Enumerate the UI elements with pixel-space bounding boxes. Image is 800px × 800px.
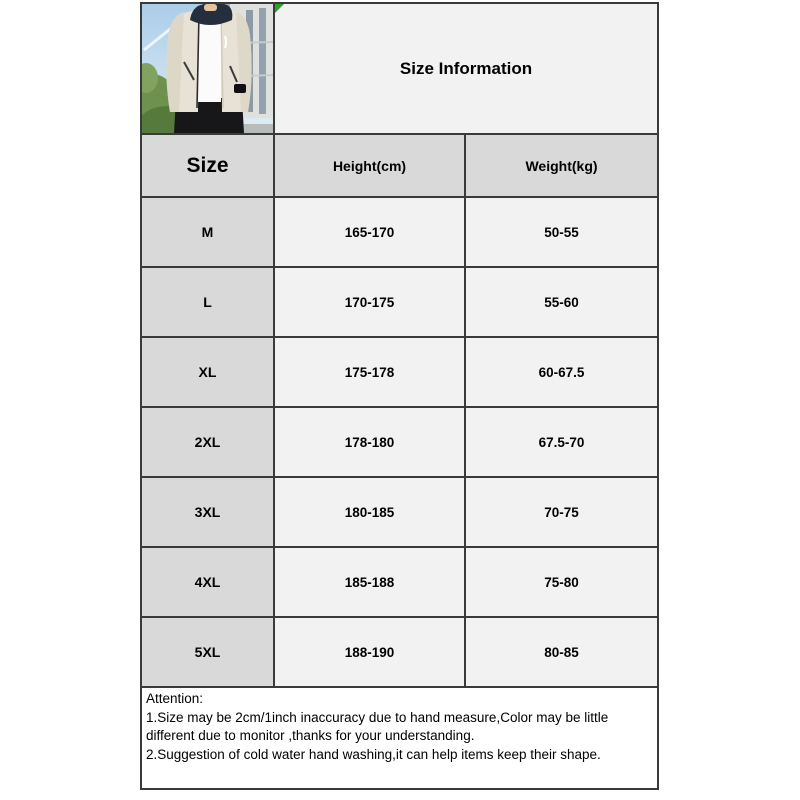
size-cell: XL — [141, 337, 274, 407]
table-row — [141, 617, 658, 687]
size-cell: L — [141, 267, 274, 337]
weight-cell: 70-75 — [465, 477, 658, 547]
height-cell: 165-170 — [274, 197, 465, 267]
weight-cell: 67.5-70 — [465, 407, 658, 477]
height-cell: 170-175 — [274, 267, 465, 337]
weight-cell: 75-80 — [465, 547, 658, 617]
size-table — [140, 2, 659, 790]
height-cell: 178-180 — [274, 407, 465, 477]
attention-note: 1.Size may be 2cm/1inch inaccuracy due to hand measure,Color may be little different due to monitor ,thanks for your understanding. — [146, 709, 609, 744]
attention-row — [141, 687, 658, 789]
col-header-height: Height(cm) — [274, 134, 465, 197]
page-title: Size Information — [399, 58, 533, 78]
size-cell: 3XL — [141, 477, 274, 547]
weight-cell: 55-60 — [465, 267, 658, 337]
table-row — [141, 197, 658, 267]
col-header-weight: Weight(kg) — [465, 134, 658, 197]
size-cell: 2XL — [141, 407, 274, 477]
title-row — [141, 3, 658, 134]
table-row — [141, 547, 658, 617]
height-cell: 175-178 — [274, 337, 465, 407]
weight-cell: 60-67.5 — [465, 337, 658, 407]
attention-panel — [141, 687, 658, 789]
product-photo — [142, 4, 273, 133]
title-cell — [274, 3, 658, 134]
height-cell: 185-188 — [274, 547, 465, 617]
size-chart-sheet — [140, 2, 659, 790]
attention-heading: Attention: — [146, 691, 204, 706]
size-cell: M — [141, 197, 274, 267]
height-cell: 180-185 — [274, 477, 465, 547]
col-header-size: Size — [141, 134, 274, 197]
green-corner-triangle-icon — [275, 4, 284, 13]
table-row — [141, 407, 658, 477]
attention-note: 2.Suggestion of cold water hand washing,it can help items keep their shape. — [146, 746, 601, 762]
table-row — [141, 477, 658, 547]
header-row — [141, 134, 658, 197]
weight-cell: 50-55 — [465, 197, 658, 267]
weight-cell: 80-85 — [465, 617, 658, 687]
table-row — [141, 337, 658, 407]
size-cell: 5XL — [141, 617, 274, 687]
size-cell: 4XL — [141, 547, 274, 617]
product-photo-cell — [141, 3, 274, 134]
table-row — [141, 267, 658, 337]
height-cell: 188-190 — [274, 617, 465, 687]
